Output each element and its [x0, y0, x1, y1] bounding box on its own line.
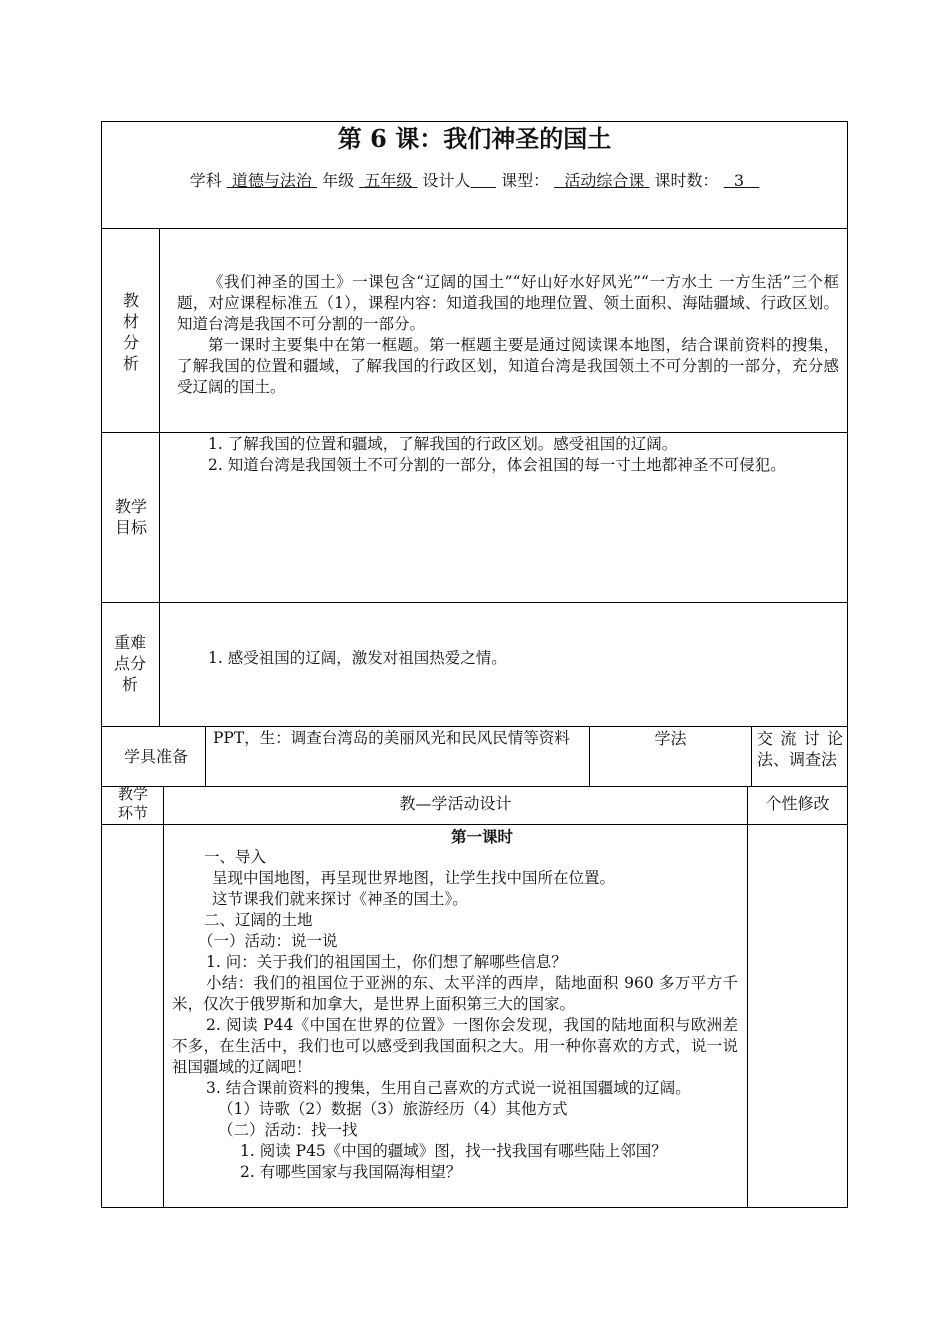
row-divider: [102, 786, 847, 787]
hours-label: 课时数：: [654, 171, 719, 190]
analysis-paragraph: 第一课时主要集中在第一框题。第一框题主要是通过阅读课本地图，结合课前资料的搜集，了解我国的位置和疆域，了解我国的行政区划，知道台湾是我国领土不可分割的一部分，充分感受辽阔的国土。: [177, 336, 839, 396]
textbook-analysis-content: [177, 272, 839, 398]
column-divider: [747, 786, 748, 1208]
grade-label: 年级: [322, 171, 355, 190]
key-point-item: 1. 感受祖国的辽阔，激发对祖国热爱之情。: [208, 649, 507, 667]
type-label: 课型：: [501, 171, 550, 190]
analysis-paragraph: 《我们神圣的国土》一课包含“辽阔的国土”“好山好水好风光”“一方水土 一方生活”三个框题，对应课程标准五（1），课程内容：知道我国的地理位置、领土面积、海陆疆域、行政区划。知道台湾是我国不可分割的一部分。: [177, 273, 839, 333]
row-divider: [102, 726, 847, 727]
type-value: 活动综合课: [564, 171, 645, 190]
goal-item: 2. 知道台湾是我国领土不可分割的一部分，体会祖国的每一寸土地都神圣不可侵犯。: [208, 456, 786, 474]
page-title: 第 6 课：我们神圣的国土: [337, 124, 612, 153]
designer-label: 设计人: [422, 171, 471, 190]
row-divider: [102, 432, 847, 433]
lesson-line: （二）活动：找一找: [218, 1121, 358, 1139]
lesson-content: [172, 826, 738, 1183]
designer-value: [471, 171, 496, 190]
lesson-heading: 第一课时: [450, 827, 513, 846]
column-divider: [159, 228, 160, 726]
grade-value: 五年级: [364, 171, 413, 190]
stage-header: 教学环节: [117, 785, 148, 822]
lesson-line: 这节课我们就来探讨《神圣的国土》。: [212, 890, 468, 908]
lesson-line: （1）诗歌（2）数据（3）旅游经历（4）其他方式: [218, 1100, 568, 1118]
subject-label: 学科: [189, 171, 222, 190]
lesson-line: 一、导入: [204, 848, 267, 866]
design-header: 教—学活动设计: [399, 794, 512, 813]
lesson-line: 2. 有哪些国家与我国隔海相望？: [240, 1163, 462, 1181]
row-divider: [102, 228, 847, 229]
goal-item: 1. 了解我国的位置和疆域，了解我国的行政区划。感受祖国的辽阔。: [208, 435, 678, 453]
lesson-line: 小结：我们的祖国位于亚洲的东、太平洋的西岸，陆地面积 960 多万平方千米，仅次于俄罗斯和加拿大，是世界上面积第三大的国家。: [172, 974, 738, 1013]
method-content: 交流讨论法、调查法: [757, 729, 843, 769]
lesson-line: 二、辽阔的土地: [204, 911, 313, 929]
lesson-line: 1. 问：关于我们的祖国国土，你们想了解哪些信息？: [206, 953, 567, 971]
materials-label: 学具准备: [123, 747, 188, 766]
key-points-label: 重难点分析: [113, 633, 146, 694]
key-points-content: [177, 648, 839, 669]
lesson-line: 3. 结合课前资料的搜集，生用自己喜欢的方式说一说祖国疆域的辽阔。: [206, 1079, 691, 1097]
row-divider: [102, 602, 847, 603]
column-divider: [163, 786, 164, 1208]
lesson-line: 1. 阅读 P45《中国的疆域》图，找一找我国有哪些陆上邻国？: [240, 1142, 667, 1160]
lesson-plan-table: [101, 121, 848, 1208]
column-divider: [205, 726, 206, 786]
textbook-analysis-label: 教材分析: [122, 291, 139, 373]
hours-value: 3: [733, 171, 745, 190]
teaching-goals-content: [177, 434, 839, 476]
method-label: 学法: [654, 729, 687, 748]
subject-value: 道德与法治: [231, 171, 312, 190]
column-divider: [751, 726, 752, 786]
materials-content: PPT，生：调查台湾岛的美丽风光和民风民情等资料: [213, 729, 570, 747]
lesson-line: （一）活动：说一说: [198, 932, 338, 950]
lesson-line: 2. 阅读 P44《中国在世界的位置》一图你会发现，我国的陆地面积与欧洲差不多，在生活中，我们也可以感受到我国面积之大。用一种你喜欢的方式，说一说祖国疆域的辽阔吧！: [172, 1016, 738, 1076]
edit-header: 个性修改: [765, 794, 830, 813]
teaching-goals-label: 教学目标: [114, 497, 147, 537]
course-meta: [102, 170, 847, 192]
lesson-line: 呈现中国地图，再呈现世界地图，让学生找中国所在位置。: [212, 869, 616, 887]
row-divider: [102, 824, 847, 825]
